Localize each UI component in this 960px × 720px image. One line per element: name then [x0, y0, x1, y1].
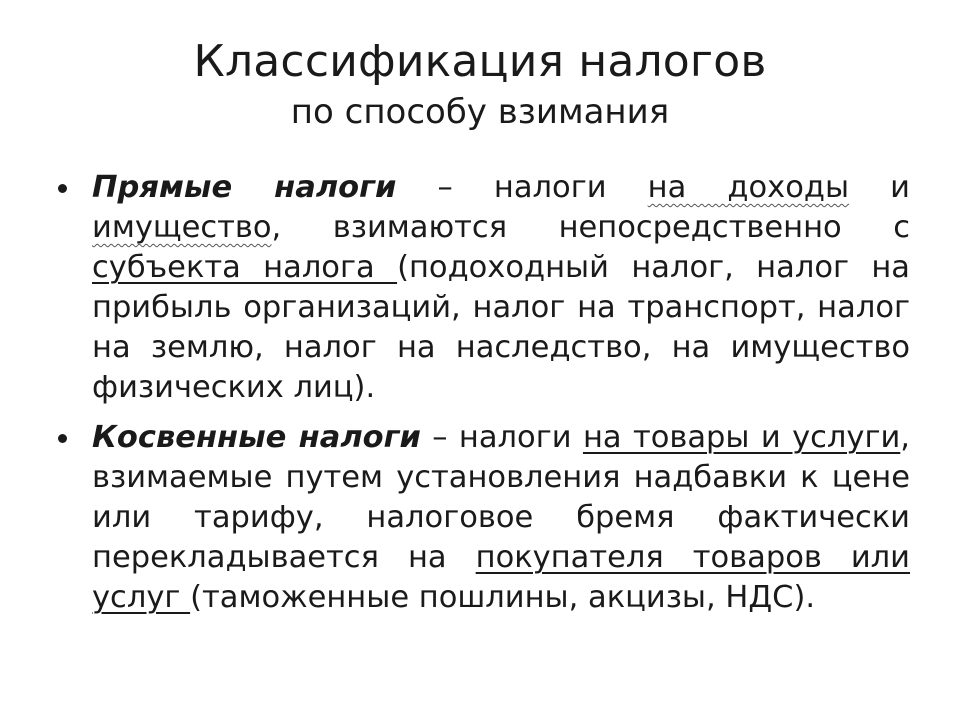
bullet-dot-icon: [58, 434, 67, 443]
text-dash: – налоги: [396, 170, 648, 205]
text-segment: (таможенные пошлины, акцизы, НДС).: [190, 580, 816, 615]
bullet-indirect-taxes: [50, 418, 910, 618]
spellcheck-text: на доходы: [647, 170, 850, 205]
text-segment: (подоходный налог, налог на прибыль организаций, налог на транспорт, налог на землю, налог на наследство, на имущество физических лиц).: [92, 250, 910, 405]
text-segment: , взимаемые путем установления надбавки к цене или тарифу, налоговое бремя фактически перекладывается на: [92, 420, 910, 575]
underlined-text: покупателя товаров или услуг: [92, 540, 910, 615]
bullet-direct-taxes: [50, 168, 910, 408]
underlined-text: субъекта налога: [92, 250, 398, 285]
term-indirect-taxes: Косвенные налоги: [92, 420, 421, 455]
text-dash: – налоги: [420, 420, 583, 455]
term-direct-taxes: Прямые налоги: [92, 170, 397, 205]
text-segment: и: [849, 170, 910, 205]
bullet-dot-icon: [58, 184, 67, 193]
underlined-text: на товары и услуги: [582, 420, 901, 455]
title-subtitle: по способу взимания: [290, 92, 670, 132]
text-segment: , взимаются непосредственно с: [271, 210, 910, 245]
spellcheck-text: имущество: [92, 210, 272, 245]
title-main: Классификация налогов: [193, 36, 767, 87]
bullet-list: [50, 168, 910, 628]
slide-title: [0, 34, 960, 134]
